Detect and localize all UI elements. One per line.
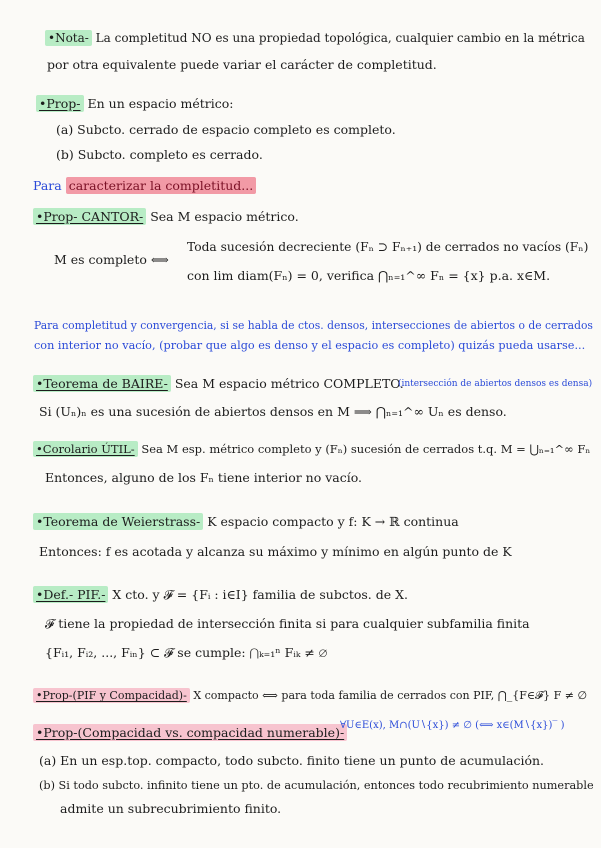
cantor-rhs-1: Toda sucesión decreciente (Fₙ ⊃ Fₙ₊₁) de cerrados no vacíos (Fₙ) (187, 240, 589, 254)
pif-heading (33, 587, 408, 603)
pif-line-3: {Fᵢ₁, Fᵢ₂, ..., Fᵢₙ} ⊂ 𝓕 se cumple: ⋂ₖ₌₁ⁿ Fᵢₖ ≠ ∅ (45, 645, 328, 660)
note-line-2: por otra equivalente puede variar el carácter de completitud. (47, 57, 437, 72)
note-tag: •Nota- (45, 30, 92, 46)
weierstrass-line-2: Entonces: f es acotada y alcanza su máximo y mínimo en algún punto de K (39, 544, 512, 559)
weierstrass-heading (33, 514, 459, 530)
blue-note-2: con interior no vacío, (probar que algo es denso y el espacio es completo) quizás pueda usarse... (34, 339, 586, 352)
pif-comp-text: X compacto ⟺ para toda familia de cerrados con PIF, ⋂_{F∈𝓕} F ≠ ∅ (193, 689, 588, 702)
compacidad-item-a: (a) En un esp.top. compacto, todo subcto. finito tiene un punto de acumulación. (39, 753, 545, 768)
baire-heading (33, 376, 404, 392)
pif-comp-line (33, 688, 587, 704)
corolario-heading (33, 441, 590, 457)
baire-tag: •Teorema de BAIRE- (33, 375, 171, 392)
corolario-line-2: Entonces, alguno de los Fₙ tiene interior no vacío. (45, 470, 363, 485)
pif-comp-tag: •Prop-(PIF y Compacidad)- (33, 688, 190, 703)
compacidad-item-b-2: admite un subrecubrimiento finito. (60, 801, 282, 816)
compacidad-heading (33, 725, 347, 741)
caract-highlight: caracterizar la completitud... (66, 177, 256, 194)
corolario-intro: Sea M esp. métrico completo y (Fₙ) sucesión de cerrados t.q. M = ⋃ₙ₌₁^∞ Fₙ (141, 442, 591, 456)
weierstrass-intro: K espacio compacto y f: K → ℝ continua (207, 514, 459, 529)
note-text-1: La completitud NO es una propiedad topológica, cualquier cambio en la métrica (95, 31, 585, 45)
baire-intro: Sea M espacio métrico COMPLETO. (174, 376, 404, 391)
prop1-item-b: (b) Subcto. completo es cerrado. (56, 147, 263, 162)
cantor-intro: Sea M espacio métrico. (150, 209, 299, 224)
cantor-lhs: M es completo ⟺ (54, 252, 169, 267)
cantor-rhs-2: con lim diam(Fₙ) = 0, verifica ⋂ₙ₌₁^∞ Fₙ = {x} p.a. x∈M. (187, 268, 551, 283)
caract-prefix: Para (33, 178, 62, 193)
note-line-1 (45, 30, 585, 46)
prop1-intro: En un espacio métrico: (87, 96, 234, 111)
compacidad-side-note: ∀U∈E(x), M∩(U∖{x}) ≠ ∅ (⟺ x∈(M∖{x})‾ ) (340, 720, 565, 731)
baire-line-2: Si (Uₙ)ₙ es una sucesión de abiertos densos en M ⟹ ⋂ₙ₌₁^∞ Uₙ es denso. (39, 404, 507, 419)
compacidad-tag: •Prop-(Compacidad vs. compacidad numerable)- (33, 724, 347, 741)
pif-intro: X cto. y 𝓕 = {Fᵢ : i∈I} familia de subctos. de X. (112, 587, 408, 602)
pif-line-2: 𝓕 tiene la propiedad de intersección finita si para cualquier subfamilia finita (45, 616, 530, 631)
baire-side-note: (intersección de abiertos densos es densa) (398, 379, 593, 389)
weierstrass-tag: •Teorema de Weierstrass- (33, 513, 203, 530)
pif-tag: •Def.- PIF.- (33, 586, 108, 603)
blue-note-1: Para completitud y convergencia, si se habla de ctos. densos, intersecciones de abiertos o de cerrados (34, 319, 593, 332)
prop1-item-a: (a) Subcto. cerrado de espacio completo es completo. (56, 122, 396, 137)
compacidad-item-b-1: (b) Si todo subcto. infinito tiene un pto. de acumulación, entonces todo recubrimiento numerable (39, 779, 594, 792)
prop1-tag: •Prop- (36, 95, 84, 112)
caract-line (33, 178, 256, 194)
cantor-tag: •Prop- CANTOR- (33, 208, 146, 225)
cantor-heading (33, 209, 299, 225)
prop1-heading (36, 96, 233, 112)
corolario-tag: •Corolario ÚTIL- (33, 441, 138, 457)
